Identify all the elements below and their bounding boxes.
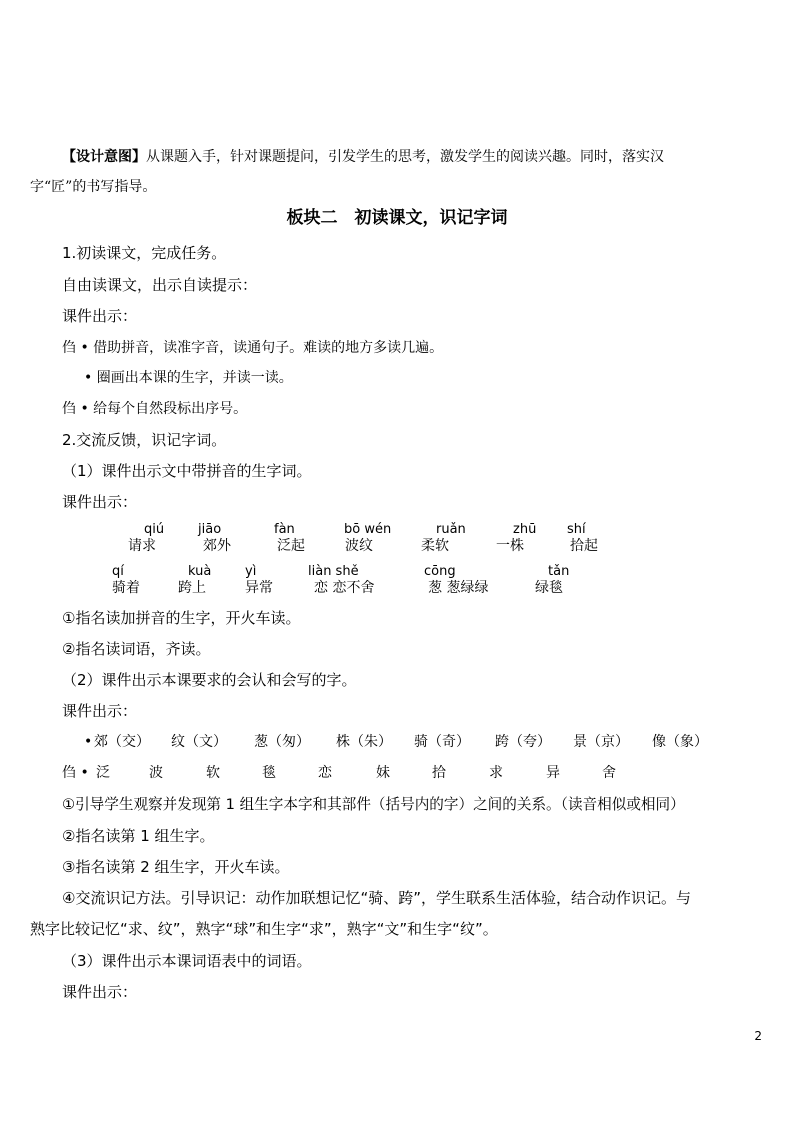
- bullet: 㑇 •: [62, 765, 89, 781]
- section-title: 板块二 初读课文，识记字词: [286, 208, 508, 228]
- pinyin: zhū: [513, 522, 537, 537]
- character-item: 纹（文）: [171, 734, 227, 750]
- character-item: 妹: [376, 765, 390, 781]
- free-read-prompt: 自由读课文，出示自读提示：: [62, 276, 258, 294]
- character-item: 株（朱）: [336, 734, 392, 750]
- pinyin: kuà: [188, 564, 212, 579]
- word: 骑着: [112, 580, 140, 596]
- subtask-3: （3）课件出示本课词语表中的词语。: [62, 952, 312, 970]
- pinyin: ruǎn: [436, 522, 466, 537]
- observe-step: ①引导学生观察并发现第 1 组生字本字和其部件（括号内的字）之间的关系。（读音相似或相同）: [62, 796, 685, 813]
- design-intent-line-1: [62, 147, 664, 167]
- courseware-label: 课件出示：: [62, 307, 138, 325]
- subtask-1: （1）课件出示文中带拼音的生字词。: [62, 462, 312, 480]
- word: 柔软: [421, 538, 449, 554]
- pinyin: qí: [112, 564, 124, 579]
- character-item: 舍: [602, 765, 616, 781]
- design-intent-label: 【设计意图】: [62, 149, 146, 165]
- word: 郊外: [203, 538, 231, 554]
- character-item: 软: [206, 765, 220, 781]
- step-1: ①指名读加拼音的生字，开火车读。: [62, 609, 301, 627]
- page-number: 2: [754, 1029, 762, 1043]
- bullet: •: [84, 734, 93, 750]
- pinyin-words-row-1: [0, 522, 794, 562]
- word: 波纹: [345, 538, 373, 554]
- character-item: 郊（交）: [94, 734, 150, 750]
- pinyin: cōng: [424, 564, 456, 579]
- pinyin: qiú: [144, 522, 165, 537]
- courseware-label: 课件出示：: [62, 702, 138, 720]
- design-intent-text: 从课题入手，针对课题提问，引发学生的思考，激发学生的阅读兴趣。同时，落实汉: [146, 149, 664, 165]
- character-item: 景（京）: [573, 734, 629, 750]
- pinyin: yì: [245, 564, 257, 579]
- subtask-2: （2）课件出示本课要求的会认和会写的字。: [62, 671, 357, 689]
- read-tip-2: • 圈画出本课的生字，并读一读。: [84, 370, 293, 386]
- character-item: 葱（匆）: [254, 734, 310, 750]
- character-item: 恋: [318, 765, 332, 781]
- character-item: 拾: [432, 765, 446, 781]
- word: 葱 葱绿绿: [428, 580, 489, 596]
- word: 一株: [496, 538, 524, 554]
- character-item: 泛: [96, 765, 110, 781]
- step-2: ②指名读词语，齐读。: [62, 640, 211, 658]
- character-group-2: [0, 763, 794, 783]
- read-group-2-step: ③指名读第 2 组生字，开火车读。: [62, 858, 290, 876]
- word: 拾起: [570, 538, 598, 554]
- pinyin: bō wén: [344, 522, 392, 537]
- task-2: 2.交流反馈，识记字词。: [62, 431, 227, 449]
- pinyin: shí: [567, 522, 586, 537]
- courseware-label: 课件出示：: [62, 493, 138, 511]
- character-item: 跨（夸）: [495, 734, 551, 750]
- read-tip-1: 㑇 • 借助拼音，读准字音，读通句子。难读的地方多读几遍。: [62, 340, 444, 356]
- pinyin: jiāo: [198, 522, 222, 537]
- read-group-1-step: ②指名读第 1 组生字。: [62, 827, 215, 845]
- pinyin: fàn: [274, 522, 295, 537]
- memory-method-line-1: ④交流识记方法。引导识记：动作加联想记忆“骑、跨”，学生联系生活体验，结合动作识记。与: [62, 889, 691, 907]
- pinyin: liàn shě: [308, 564, 359, 579]
- character-group-1: [0, 732, 794, 752]
- read-tip-3: 㑇 • 给每个自然段标出序号。: [62, 401, 248, 417]
- pinyin-words-row-2: [0, 564, 794, 604]
- word: 跨上: [178, 580, 206, 596]
- task-1: 1.初读课文，完成任务。: [62, 244, 227, 262]
- character-item: 骑（奇）: [414, 734, 470, 750]
- memory-method-line-2: 熟字比较记忆“求、纹”，熟字“球”和生字“求”，熟字“文”和生字“纹”。: [30, 920, 498, 938]
- word: 泛起: [277, 538, 305, 554]
- word: 恋 恋不舍: [314, 580, 375, 596]
- word: 异常: [245, 580, 273, 596]
- character-item: 异: [546, 765, 560, 781]
- character-item: 像（象）: [652, 734, 708, 750]
- word: 绿毯: [535, 580, 563, 596]
- character-item: 波: [149, 765, 163, 781]
- word: 请求: [128, 538, 156, 554]
- character-item: 求: [489, 765, 503, 781]
- character-item: 毯: [262, 765, 276, 781]
- design-intent-line-2: 字“匠”的书写指导。: [30, 179, 157, 195]
- courseware-label: 课件出示：: [62, 983, 138, 1001]
- pinyin: tǎn: [548, 564, 570, 579]
